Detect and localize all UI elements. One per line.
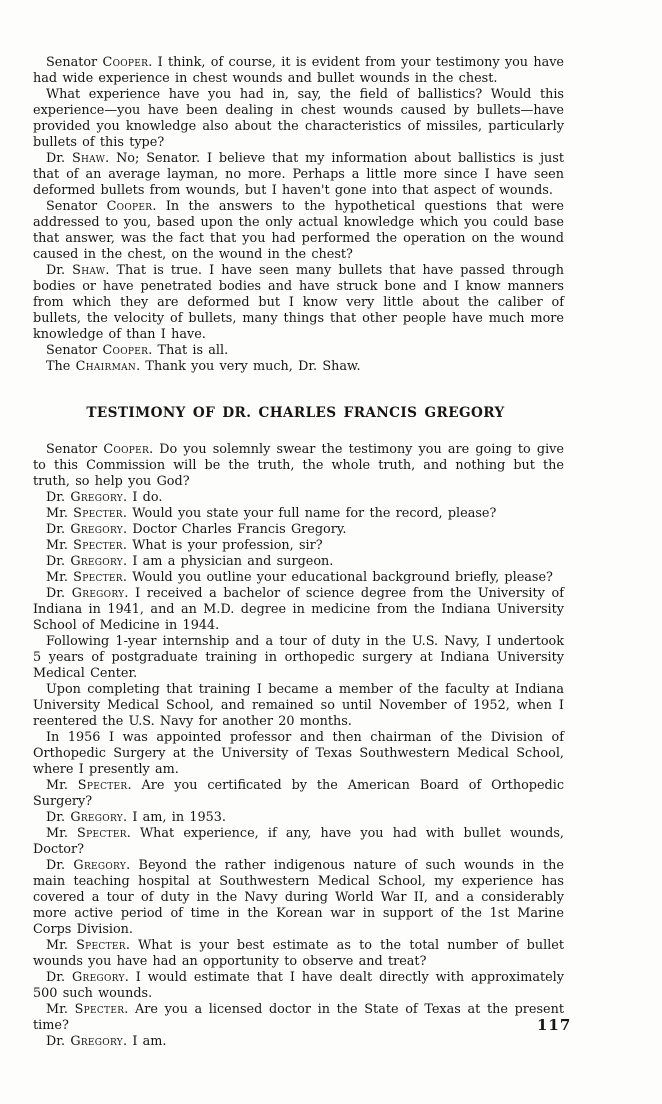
testimony-paragraph (33, 442, 564, 490)
paragraph-text: . What is your profession, sir? (122, 538, 323, 553)
speaker-name: Gregory (73, 858, 127, 873)
testimony-paragraph (33, 55, 564, 87)
testimony-paragraph (33, 263, 564, 343)
speaker-prefix: Senator (46, 55, 103, 70)
speaker-prefix: The (46, 359, 76, 374)
speaker-name: Gregory (72, 970, 125, 985)
speaker-prefix: Dr. (46, 586, 72, 601)
testimony-paragraph (33, 730, 564, 778)
testimony-paragraph (33, 1034, 564, 1050)
paragraph-text: . Do you solemnly swear the testimony you are going to give to this Commission will be the truth, the whole truth, and nothing but the truth, so help you God? (33, 442, 564, 489)
paragraph-text: . Beyond the rather indigenous nature of such wounds in the main teaching hospital at Southwestern Medical School, my experience has covered a tour of duty in the Navy during World War II, and a considerably more active period of time in the Korean war in support of the 1st Marine Corps Division. (33, 858, 564, 937)
testimony-paragraph (33, 554, 564, 570)
speaker-prefix: Mr. (46, 1002, 75, 1017)
speaker-name: Shaw (72, 263, 106, 278)
speaker-name: Specter (73, 506, 123, 521)
speaker-name: Cooper (103, 442, 150, 457)
speaker-prefix: Mr. (46, 778, 78, 793)
speaker-name: Gregory (70, 490, 123, 505)
testimony-paragraph (33, 586, 564, 634)
paragraph-text: . Thank you very much, Dr. Shaw. (136, 359, 361, 374)
speaker-name: Specter (77, 826, 127, 841)
paragraph-text: . Would you outline your educational background briefly, please? (122, 570, 553, 585)
paragraph-text: . What is your best estimate as to the total number of bullet wounds you have had an opportunity to observe and treat? (33, 938, 564, 969)
testimony-paragraph (33, 634, 564, 682)
testimony-paragraph (33, 570, 564, 586)
testimony-paragraph (33, 938, 564, 970)
speaker-prefix: Mr. (46, 826, 78, 841)
speaker-name: Specter (77, 778, 128, 793)
testimony-paragraph (33, 87, 564, 151)
paragraph-text: What experience have you had in, say, the field of ballistics? Would this experience—you have been dealing in chest wounds caused by bullets—have provided you knowledge also about the characteristics of missiles, particularly bullets of this type? (33, 87, 564, 150)
speaker-name: Specter (76, 938, 126, 953)
speaker-prefix: Dr. (46, 554, 71, 569)
speaker-name: Gregory (70, 522, 123, 537)
speaker-prefix: Senator (46, 442, 104, 457)
speaker-prefix: Dr. (46, 1034, 71, 1049)
testimony-paragraph (33, 343, 564, 359)
speaker-name: Specter (73, 538, 123, 553)
paragraph-text: . That is all. (148, 343, 229, 358)
speaker-prefix: Dr. (46, 151, 72, 166)
testimony-paragraph (33, 538, 564, 554)
paragraph-text: . Would you state your full name for the record, please? (122, 506, 497, 521)
speaker-name: Shaw (71, 151, 106, 166)
paragraph-text: . Are you certificated by the American Board of Orthopedic Surgery? (33, 778, 564, 809)
paragraph-text: . I think, of course, it is evident from your testimony you have had wide experience in chest wounds and bullet wounds in the chest. (33, 55, 564, 86)
paragraph-text: . I am. (123, 1034, 167, 1049)
paragraph-text: . Doctor Charles Francis Gregory. (123, 522, 347, 537)
section-heading: TESTIMONY OF DR. CHARLES FRANCIS GREGORY (86, 405, 505, 421)
testimony-paragraph (33, 778, 564, 810)
paragraph-text: . In the answers to the hypothetical questions that were addressed to you, based upon the only actual knowledge which you could base that answer, was the fact that you had performed the operation on the wound caused in the chest, on the wound in the chest? (33, 199, 564, 262)
paragraph-text: . I am a physician and surgeon. (123, 554, 334, 569)
speaker-prefix: Dr. (46, 263, 73, 278)
paragraph-text: . No; Senator. I believe that my information about ballistics is just that of an average layman, no more. Perhaps a little more since I have seen deformed bullets from wounds, but I haven't gone into that aspect of wounds. (33, 151, 564, 198)
testimony-paragraph (33, 522, 564, 538)
speaker-name: Specter (73, 570, 123, 585)
testimony-paragraph (33, 506, 564, 522)
testimony-paragraph (33, 810, 564, 826)
paragraph-text: . I would estimate that I have dealt directly with approximately 500 such wounds. (33, 970, 565, 1001)
testimony-paragraph (33, 359, 564, 375)
testimony-paragraph (33, 682, 564, 730)
speaker-prefix: Dr. (46, 522, 71, 537)
testimony-text-column (33, 55, 564, 1050)
speaker-name: Chairman (75, 359, 137, 374)
speaker-prefix: Dr. (46, 490, 71, 505)
testimony-paragraph (33, 826, 564, 858)
paragraph-text: . What experience, if any, have you had with bullet wounds, Doctor? (33, 826, 564, 857)
speaker-prefix: Dr. (46, 858, 74, 873)
speaker-prefix: Mr. (46, 570, 74, 585)
speaker-name: Gregory (71, 586, 125, 601)
testimony-paragraph (33, 1002, 564, 1034)
speaker-prefix: Dr. (46, 810, 71, 825)
speaker-prefix: Senator (46, 199, 107, 214)
speaker-prefix: Mr. (46, 538, 74, 553)
speaker-name: Gregory (70, 810, 123, 825)
paragraph-text: . Are you a licensed doctor in the State of Texas at the present time? (33, 1002, 564, 1033)
testimony-paragraph (33, 151, 564, 199)
paragraph-text: Following 1-year internship and a tour of duty in the U.S. Navy, I undertook 5 years of postgraduate training in orthopedic surgery at Indiana University Medical Center. (33, 634, 564, 681)
speaker-name: Cooper (102, 343, 149, 358)
paragraph-text: . I do. (123, 490, 163, 505)
paragraph-text: . I received a bachelor of science degree from the University of Indiana in 1941, and an M.D. degree in medicine from the Indiana University School of Medicine in 1944. (33, 586, 564, 633)
speaker-prefix: Mr. (46, 506, 74, 521)
testimony-paragraph (33, 858, 564, 938)
paragraph-text: In 1956 I was appointed professor and then chairman of the Division of Orthopedic Surgery at the University of Texas Southwestern Medical School, where I presently am. (33, 730, 564, 777)
speaker-name: Cooper (102, 55, 149, 70)
speaker-name: Specter (74, 1002, 125, 1017)
paragraph-text: Upon completing that training I became a member of the faculty at Indiana University Medical School, and remained so until November of 1952, when I reentered the U.S. Navy for another 20 months. (33, 682, 564, 729)
speaker-name: Gregory (70, 1034, 123, 1049)
testimony-paragraph (33, 490, 564, 506)
paragraph-text: . I am, in 1953. (123, 810, 226, 825)
speaker-prefix: Senator (46, 343, 103, 358)
speaker-prefix: Dr. (46, 970, 73, 985)
page-number: 117 (537, 1016, 572, 1034)
paragraph-text: . That is true. I have seen many bullets that have passed through bodies or have penetrated bodies and have struck bone and I know manners from which they are deformed but I know very little about the caliber of bullets, the velocity of bullets, many things that other people have much more knowledge of than I have. (33, 263, 564, 342)
testimony-paragraph (33, 199, 564, 263)
speaker-name: Cooper (106, 199, 153, 214)
speaker-name: Gregory (70, 554, 123, 569)
testimony-paragraph (33, 970, 564, 1002)
speaker-prefix: Mr. (46, 938, 77, 953)
